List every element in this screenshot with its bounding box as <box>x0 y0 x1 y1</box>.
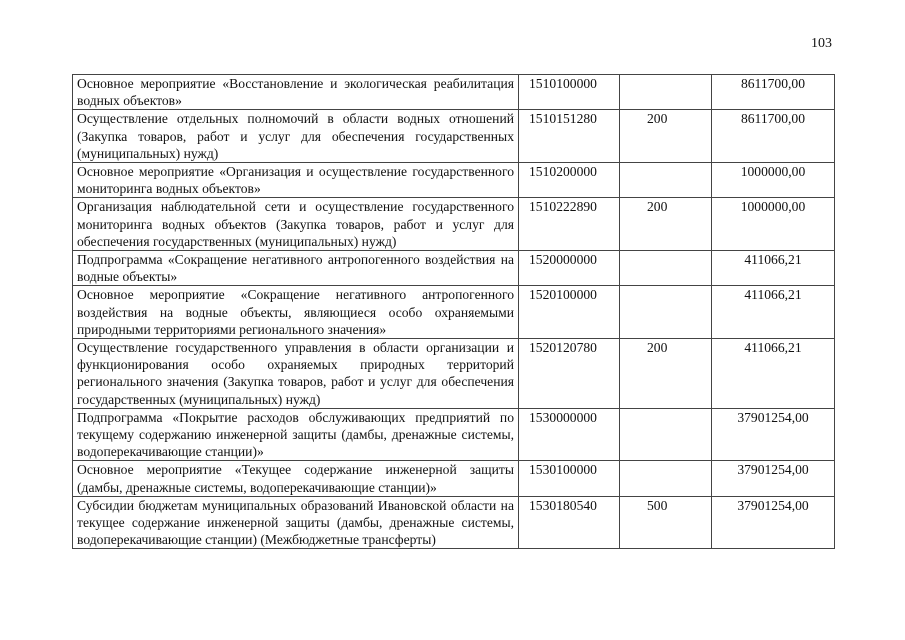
row-amount: 8611700,00 <box>712 75 835 110</box>
row-amount: 37901254,00 <box>712 408 835 461</box>
row-name: Основное мероприятие «Организация и осуществление государственного мониторинга водных объектов» <box>73 163 519 198</box>
row-amount: 1000000,00 <box>712 163 835 198</box>
page-number: 103 <box>811 36 832 51</box>
table-row <box>73 408 835 461</box>
row-amount: 411066,21 <box>712 339 835 409</box>
table-row <box>73 163 835 198</box>
table-row <box>73 110 835 163</box>
table-row <box>73 461 835 496</box>
row-name: Основное мероприятие «Текущее содержание инженерной защиты (дамбы, дренажные системы, водоперекачивающие станции)» <box>73 461 519 496</box>
row-code: 1510222890 <box>519 198 620 251</box>
row-expense-type <box>620 408 712 461</box>
row-amount: 1000000,00 <box>712 198 835 251</box>
row-expense-type: 200 <box>620 198 712 251</box>
row-expense-type <box>620 461 712 496</box>
table-row <box>73 75 835 110</box>
row-code: 1530100000 <box>519 461 620 496</box>
row-amount: 37901254,00 <box>712 496 835 549</box>
row-expense-type: 500 <box>620 496 712 549</box>
row-name: Основное мероприятие «Сокращение негативного антропогенного воздействия на водные объекты, являющиеся особо охраняемыми природными территориями регионального значения» <box>73 286 519 339</box>
row-code: 1520000000 <box>519 251 620 286</box>
row-code: 1520100000 <box>519 286 620 339</box>
row-expense-type <box>620 75 712 110</box>
table-row <box>73 339 835 409</box>
row-code: 1510100000 <box>519 75 620 110</box>
table-row <box>73 198 835 251</box>
row-expense-type: 200 <box>620 339 712 409</box>
row-name: Подпрограмма «Сокращение негативного антропогенного воздействия на водные объекты» <box>73 251 519 286</box>
row-expense-type <box>620 251 712 286</box>
row-code: 1530000000 <box>519 408 620 461</box>
row-expense-type: 200 <box>620 110 712 163</box>
row-code: 1530180540 <box>519 496 620 549</box>
row-amount: 411066,21 <box>712 286 835 339</box>
row-name: Субсидии бюджетам муниципальных образований Ивановской области на текущее содержание инженерной защиты (дамбы, дренажные системы, водоперекачивающие станции) (Межбюджетные трансферты) <box>73 496 519 549</box>
table-row <box>73 251 835 286</box>
budget-table <box>72 74 835 549</box>
row-amount: 411066,21 <box>712 251 835 286</box>
row-expense-type <box>620 163 712 198</box>
row-expense-type <box>620 286 712 339</box>
row-code: 1510200000 <box>519 163 620 198</box>
row-name: Подпрограмма «Покрытие расходов обслуживающих предприятий по текущему содержанию инженерной защиты (дамбы, дренажные системы, водоперекачивающие станции)» <box>73 408 519 461</box>
row-amount: 37901254,00 <box>712 461 835 496</box>
table-row <box>73 286 835 339</box>
row-name: Осуществление отдельных полномочий в области водных отношений (Закупка товаров, работ и услуг для обеспечения государственных (муниципальных) нужд) <box>73 110 519 163</box>
row-name: Основное мероприятие «Восстановление и экологическая реабилитация водных объектов» <box>73 75 519 110</box>
row-amount: 8611700,00 <box>712 110 835 163</box>
row-code: 1520120780 <box>519 339 620 409</box>
row-name: Осуществление государственного управления в области организации и функционирования особо охраняемых природных территорий регионального значения (Закупка товаров, работ и услуг для обеспечения государственных (муниципальных) нужд) <box>73 339 519 409</box>
row-code: 1510151280 <box>519 110 620 163</box>
table-row <box>73 496 835 549</box>
row-name: Организация наблюдательной сети и осуществление государственного мониторинга водных объектов (Закупка товаров, работ и услуг для обеспечения государственных (муниципальных) нужд) <box>73 198 519 251</box>
